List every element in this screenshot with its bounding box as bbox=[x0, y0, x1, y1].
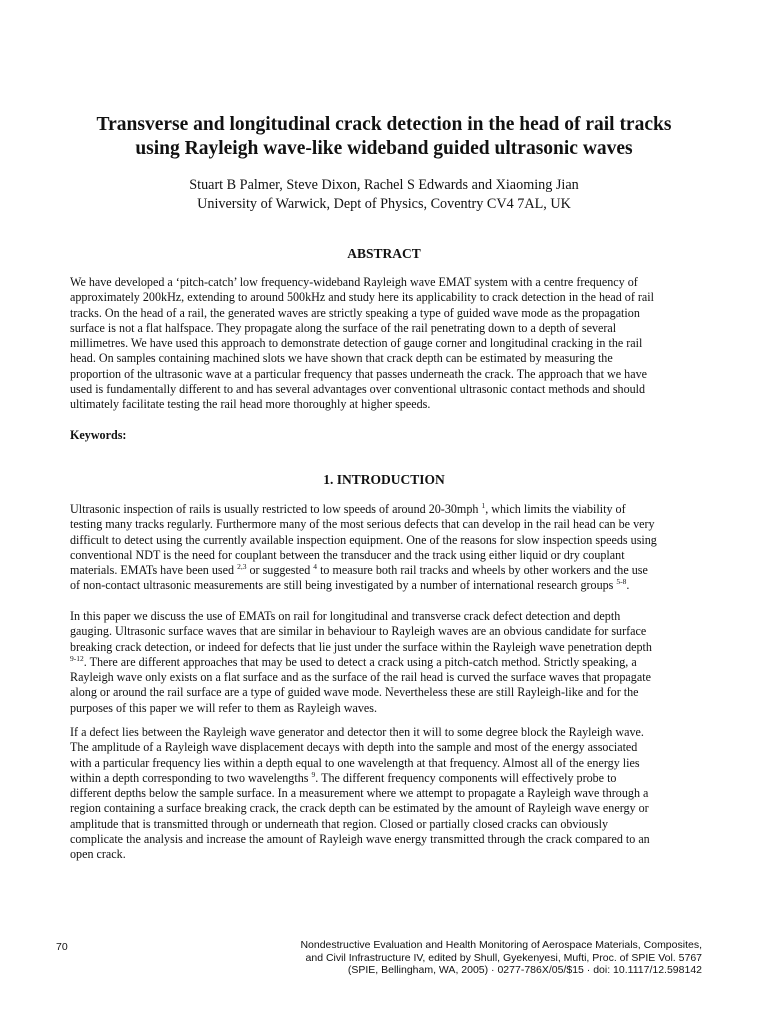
text-line: If a defect lies between the Rayleigh wave generator and detector then it will to some degree block the Rayleigh wave. bbox=[70, 725, 644, 739]
text-line: difficult to detect using the currently available inspection equipment. One of the reasons for slow inspection speeds using bbox=[70, 532, 657, 547]
abstract-line: used is fundamentally different to and has several advantages over conventional ultrasonic contact methods and should bbox=[70, 382, 646, 397]
citation-ref: 9 bbox=[311, 769, 316, 779]
abstract-line: surface is not a flat halfspace. They propagate along the surface of the rail penetrating down to a depth of several bbox=[70, 320, 617, 335]
section-heading-introduction: 1. INTRODUCTION bbox=[323, 472, 445, 487]
abstract-line: millimetres. We have used this approach to demonstrate detection of gauge corner and longitudinal cracking in the rail bbox=[70, 336, 643, 351]
abstract-line: ultimately facilitate testing the rail head more thoroughly at higher speeds. bbox=[70, 397, 431, 412]
text-line: open crack. bbox=[70, 847, 126, 862]
abstract-line: head. On samples containing machined slots we have shown that crack depth can be estimated by measuring the bbox=[70, 351, 613, 366]
abstract-line: tracks. On the head of a rail, the generated waves are strictly speaking a type of guided wave mode as the propagation bbox=[70, 305, 640, 320]
text-line: $^{9-12}$. There are different approaches that may be used to detect a crack using a pitch-catch method. Strictly speaking, a bbox=[70, 653, 637, 669]
citation-ref: 4 bbox=[313, 562, 318, 572]
citation-ref: 5-8 bbox=[616, 577, 627, 587]
text-line: region containing a surface breaking crack, the crack depth can be estimated by the amount of Rayleigh wave energy or bbox=[70, 801, 649, 816]
text-line: Ultrasonic inspection of rails is usually restricted to low speeds of around 20-30mph $^1$, which limits the viability of bbox=[70, 501, 626, 516]
text-line: with a particular frequency lies within a depth equal to one wavelength at that frequency. Almost all of the energy lies bbox=[70, 755, 640, 770]
intro-paragraph-1 bbox=[70, 502, 706, 594]
citation-ref: 9-12 bbox=[70, 653, 84, 663]
text-line: materials. EMATs have been used $^{2,3}$ or suggested $^4$ to measure both rail tracks and wheels by other workers and the use bbox=[70, 562, 648, 578]
text-line: The amplitude of a Rayleigh wave displacement decays with depth into the sample and most of the energy associated bbox=[70, 740, 638, 755]
text-line: within a depth corresponding to two wavelengths $^9$. The different frequency components will effectively probe to bbox=[70, 769, 617, 785]
text-line: conventional NDT is the need for couplant between the transducer and the track using either liquid or dry couplant bbox=[70, 547, 625, 562]
footer-line: Nondestructive Evaluation and Health Monitoring of Aerospace Materials, Composites, bbox=[300, 939, 702, 951]
citation-ref: 1 bbox=[481, 501, 486, 510]
citation-ref: 2,3 bbox=[237, 562, 247, 572]
author-affiliation: University of Warwick, Dept of Physics, Coventry CV4 7AL, UK bbox=[197, 196, 571, 212]
text-line: complicate the analysis and increase the amount of Rayleigh wave energy transmitted through the crack compared to an bbox=[70, 832, 650, 847]
page-number: 70 bbox=[56, 941, 68, 953]
text-line: different depths below the sample surface. In a measurement where we attempt to propagate a Rayleigh wave through a bbox=[70, 786, 649, 801]
footer-line: (SPIE, Bellingham, WA, 2005) · 0277-786X/05/$15 · doi: 10.1117/12.598142 bbox=[347, 964, 702, 976]
text-line: Rayleigh wave only exists on a flat surface and as the surface of the rail head is curved the surface waves that propagate bbox=[70, 670, 651, 685]
footer-line: and Civil Infrastructure IV, edited by Shull, Gyekenyesi, Mufti, Proc. of SPIE Vol. 5767 bbox=[305, 951, 702, 964]
text-line: testing many tracks regularly. Furthermore many of the most serious defects that can develop in the rail head can be very bbox=[70, 517, 655, 532]
abstract-line: proportion of the ultrasonic wave at a particular frequency that passes underneath the crack. The approach that we have bbox=[70, 366, 648, 381]
author-names: Stuart B Palmer, Steve Dixon, Rachel S Edwards and Xiaoming Jian bbox=[189, 177, 579, 193]
title-line: Transverse and longitudinal crack detection in the head of rail tracks bbox=[96, 114, 672, 135]
author-block bbox=[40, 176, 728, 214]
text-line: gauging. Ultrasonic surface waves that are similar in behaviour to Rayleigh waves are an obvious candidate for surface bbox=[70, 624, 647, 639]
abstract-line: approximately 200kHz, extending to around 500kHz and study here its applicability to crack detection in the head of rail bbox=[70, 290, 655, 305]
text-line: purposes of this paper we will refer to them as Rayleigh waves. bbox=[70, 700, 377, 715]
intro-paragraph-3 bbox=[70, 725, 706, 863]
abstract-body bbox=[70, 275, 706, 413]
publication-footer bbox=[300, 939, 702, 977]
text-line: of non-contact ultrasonic measurements are still being investigated by a number of international research groups $^{5-8}$. bbox=[70, 577, 630, 593]
paper-title bbox=[40, 113, 728, 161]
abstract-heading: ABSTRACT bbox=[347, 246, 421, 261]
text-line: along or around the rail surface are a type of guided wave mode. Nevertheless these are still Rayleigh-like and for the bbox=[70, 685, 639, 700]
text-line: amplitude that is transmitted through or underneath that region. Closed or partially closed cracks can obviously bbox=[70, 816, 609, 831]
intro-paragraph-2 bbox=[70, 609, 706, 716]
text-line: breaking crack detection, or indeed for defects that lie just under the surface within the Rayleigh wave penetration depth bbox=[70, 639, 652, 654]
abstract-line: We have developed a ‘pitch-catch’ low frequency-wideband Rayleigh wave EMAT system with a centre frequency of bbox=[70, 275, 638, 289]
keywords-label: Keywords: bbox=[70, 428, 127, 442]
text-line: In this paper we discuss the use of EMATs on rail for longitudinal and transverse crack defect detection and depth bbox=[70, 609, 621, 623]
title-line: using Rayleigh wave-like wideband guided ultrasonic waves bbox=[135, 138, 633, 159]
